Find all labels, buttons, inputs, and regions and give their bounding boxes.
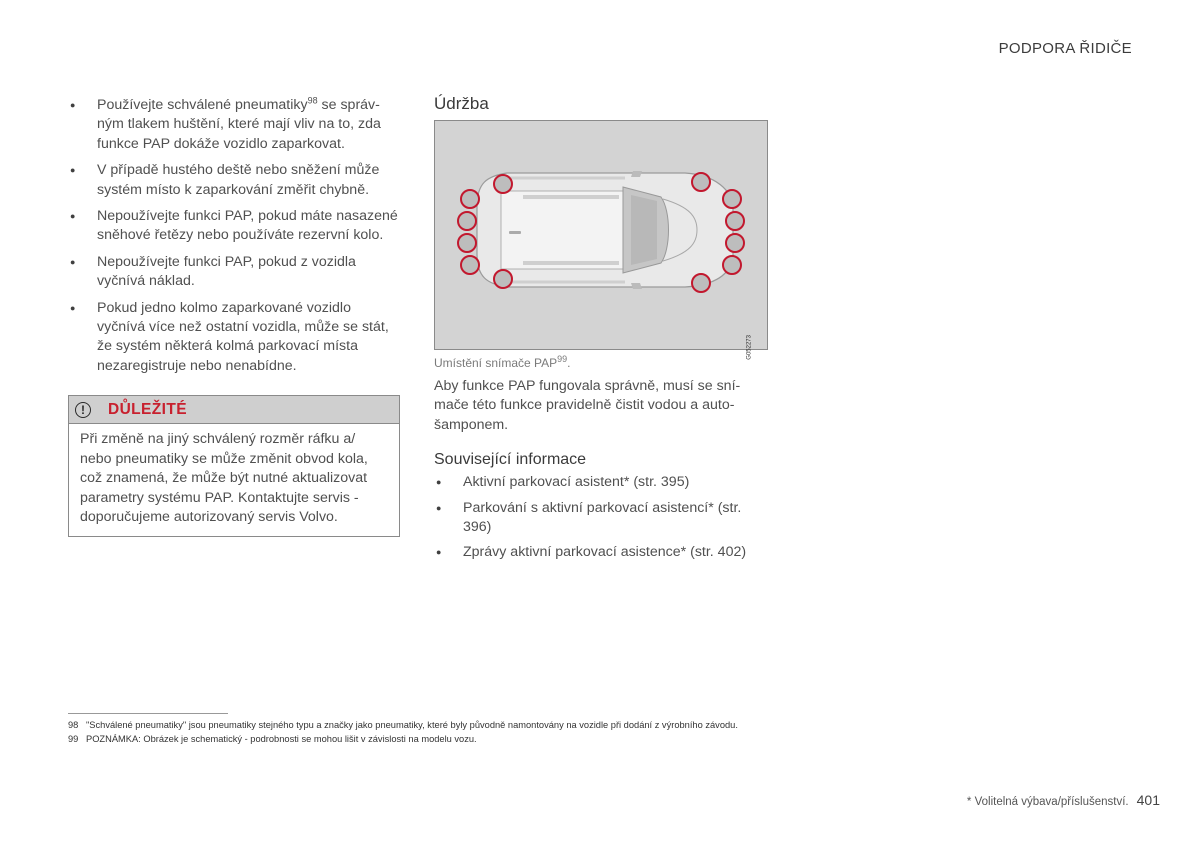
footnote-number: 99: [68, 734, 79, 744]
caption-text: Umístění snímače PAP: [434, 356, 558, 370]
figure-id: G052273: [747, 335, 753, 360]
sensor-marker: [726, 212, 744, 230]
list-item: ● Nepoužívejte funkci PAP, pokud máte nasazené sněhové řetězy nebo používáte rezervní kolo.: [68, 207, 400, 246]
footnote: [68, 718, 738, 732]
important-title: DŮLEŽITÉ: [108, 400, 187, 418]
sensor-marker: [723, 256, 741, 274]
optional-equipment-note: * Volitelná výbava/příslušenství.: [966, 796, 1129, 808]
sensor-marker: [726, 234, 744, 252]
sensor-marker: [494, 175, 512, 193]
list-item-text: Používejte schválené pneumatiky: [97, 97, 308, 113]
page-section-title: PODPORA ŘIDIČE: [998, 40, 1132, 57]
sensor-marker: [494, 270, 512, 288]
section-heading: Údržba: [434, 94, 489, 113]
footnote-ref[interactable]: 98: [307, 95, 318, 106]
left-column: [68, 96, 400, 537]
caution-list: [68, 96, 400, 376]
sensor-marker: [723, 190, 741, 208]
footnote-text: "Schválené pneumatiky" jsou pneumatiky stejného typu a značky jako pneumatiky, které byly původně namontovány na vozidle při dodání z výrobního závodu.: [86, 720, 738, 730]
sensor-marker: [458, 234, 476, 252]
sensor-marker: [458, 212, 476, 230]
page-footer: [967, 792, 1160, 808]
footnotes: [68, 718, 738, 746]
footnote-ref[interactable]: 99: [557, 354, 568, 364]
maintenance-paragraph: Aby funkce PAP fungovala správně, musí se snímače této funkce pravidelně čistit vodou a autošamponem.: [434, 378, 741, 433]
middle-column: [434, 94, 770, 569]
important-notice-box: [68, 395, 400, 537]
footnote-text: POZNÁMKA: Obrázek je schematický - podrobnosti se mohou lišit v závislosti na modelu vozu.: [86, 734, 477, 744]
footnote: [68, 732, 738, 746]
sensor-marker: [461, 256, 479, 274]
footnote-number: 98: [68, 720, 79, 730]
important-header: [69, 396, 399, 424]
related-link[interactable]: ● Parkování s aktivní parkovací asistencí* (str. 396): [434, 499, 770, 538]
sensor-marker: [461, 190, 479, 208]
footnote-divider: [68, 713, 228, 714]
list-item: ● Pokud jedno kolmo zaparkované vozidlo vyčnívá více než ostatní vozidla, může se stát, že systém některá kolmá parkovací místa nezaregistruje nebo nenabídne.: [68, 299, 400, 377]
list-item: ● V případě hustého deště nebo sněžení může systém místo k zaparkování změřit chybně.: [68, 161, 400, 200]
sensor-marker: [692, 173, 710, 191]
exclamation-icon: !: [75, 402, 91, 418]
related-link[interactable]: ● Aktivní parkovací asistent* (str. 395): [434, 473, 770, 492]
list-item: [68, 96, 400, 154]
list-item: ● Nepoužívejte funkci PAP, pokud z vozidla vyčnívá náklad.: [68, 253, 400, 292]
related-link[interactable]: ● Zprávy aktivní parkovací asistence* (str. 402): [434, 543, 770, 562]
car-top-view-illustration: [435, 121, 767, 349]
sensor-marker: [692, 274, 710, 292]
important-body: Při změně na jiný schválený rozměr ráfku a/ nebo pneumatiky se může změnit obvod kola, což znamená, že může být nutné aktualizovat parametry systému PAP. Kontaktujte servis - doporučujeme autorizovaný servis Volvo.: [80, 431, 368, 525]
related-info-heading: Související informace: [434, 451, 587, 469]
list-item-text: se správným tlakem huštění, které mají vliv na to, zda funkce PAP dokáže vozidlo zaparkovat.: [97, 97, 381, 152]
figure-caption: Umístění snímače PAP$^{99}$.: [434, 354, 571, 370]
related-links-list: [434, 473, 770, 563]
page-number: 401: [1136, 792, 1160, 808]
